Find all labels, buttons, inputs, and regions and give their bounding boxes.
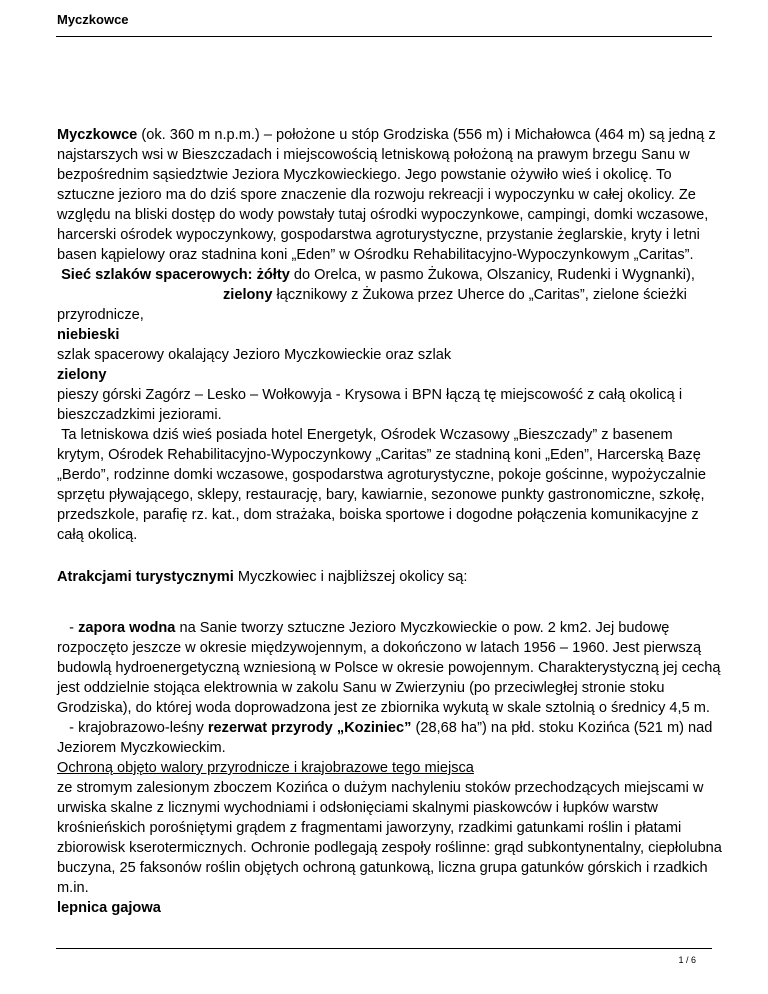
place-name: Myczkowce (57, 127, 138, 143)
header-rule (56, 36, 712, 37)
dam-item (57, 618, 723, 718)
reserve-dash: - krajobrazowo-leśny (69, 720, 208, 736)
facilities-text: Ta letniskowa dziś wieś posiada hotel Energetyk, Ośrodek Wczasowy „Bieszczady” z basenem krytym, Ośrodek Rehabilitacyjno-Wypoczynkowy „Caritas” ze stadniną koni „Eden”, Harcerską Bazę „Berdo”, rodzinne domki wczasowe, gospodarstwa agroturystyczne, pokoje gościnne, wypożyczalnie sprzętu pływającego, sklepy, restaurację, bary, kawiarnie, sezonowe punkty gastronomiczne, szkołę, przedszkole, parafię rz. kat., dom strażaka, boiska sportowe i dogodne połączenia komunikacyjne z całą okolicą. (57, 427, 706, 543)
attractions-heading-section (57, 567, 723, 587)
intro-paragraph (57, 125, 723, 265)
intro-text: (ok. 360 m n.p.m.) – położone u stóp Grodziska (556 m) i Michałowca (464 m) są jedną z najstarszych wsi w Bieszczadach i miejscowością letniskową położoną na prawym brzegu Sanu w bezpośrednim sąsiedztwie Jeziora Myczkowieckiego. Jego powstanie ożywiło wieś i okolicę. To sztuczne jezioro ma do dziś spore znaczenie dla rozwoju rekreacji i wypoczynku w całej okolicy. Ze względu na bliski dostęp do wody powstały tutaj ośrodki wypoczynkowe, campingi, domki wczasowe, harcerski ośrodek wypoczynkowy, gospodarstwa agroturystyczne, przystanie żeglarskie, kryty i letni basen kąpielowy oraz stadnina koni „Eden” w Ośrodku Rehabilitacyjno-Wypoczynkowym „Caritas”. (57, 127, 716, 263)
footer-rule (56, 948, 712, 949)
reserve-label: rezerwat przyrody „Koziniec” (207, 720, 412, 736)
trail-green2-label: zielony (57, 367, 107, 383)
attractions-bold: Atrakcjami turystycznymi (57, 569, 234, 585)
trail-green-label: zielony (223, 287, 273, 303)
trail-green2-text: pieszy górski Zagórz – Lesko – Wołkowyja - Krysowa i BPN łączą tę miejscowość z całą okolicą i bieszczadzkimi jeziorami. (57, 387, 683, 423)
trail-blue-label: niebieski (57, 327, 120, 343)
attractions-heading (57, 567, 723, 587)
attractions-list (57, 618, 723, 918)
dam-label: zapora wodna (78, 620, 176, 636)
reserve-text: (28,68 ha”) na płd. stoku Kozińca (521 m) nad Jeziorem Myczkowieckim. (57, 720, 713, 756)
trail-blue-text: szlak spacerowy okalający Jezioro Myczkowieckie oraz szlak (57, 347, 452, 363)
attractions-text: Myczkowiec i najbliższej okolicy są: (233, 569, 468, 585)
reserve-item (57, 718, 723, 758)
trail-yellow-text: do Orelca, w pasmo Żukowa, Olszanicy, Rudenki i Wygnanki), (289, 267, 695, 283)
trail-green-text: łącznikowy z Żukowa przez Uherce do „Caritas”, zielone ścieżki przyrodnicze, (57, 287, 687, 323)
trails-paragraph (57, 265, 723, 325)
dam-text: na Sanie tworzy sztuczne Jezioro Myczkowieckie o pow. 2 km2. Jej budowę rozpoczęto jeszcze w okresie międzywojennym, a dokończono w latach 1956 – 1960. Jest pierwszą budowlą hydroenergetyczną wzniesioną w Polsce w okresie powojennym. Charakterystyczną jej cechą jest oddzielnie stojąca elektrownia w zakolu Sanu w Zwierzyniu (po przeciwległej stronie stoku Grodziska), do której woda doprowadzona jest ze zbiornika wykutą w skale sztolnią o średnicy 4,5 m. (57, 620, 721, 716)
running-head-title: Myczkowce (57, 12, 129, 27)
trails-label: Sieć szlaków spacerowych: (61, 267, 253, 283)
reserve-body: ze stromym zalesionym zboczem Kozińca o dużym nachyleniu stoków przechodzących miejscami w urwiska skalne z licznymi wychodniami i odsłonięciami skalnymi piaskowców i łupków warstw krośnieńskich porośniętymi grądem z fragmentami jaworzyny, rzadkimi gatunkami roślin i płatami zbiorowisk kserotermicznych. Ochronie podlegają zespoły roślinne: grąd subkontynentalny, ciepłolubna buczyna, 25 faksonów roślin objętych ochroną gatunkową, liczna grupa gatunków górskich i rzadkich m.in. (57, 780, 722, 896)
reserve-underlined-heading: Ochroną objęto walory przyrodnicze i krajobrazowe tego miejsca (57, 760, 474, 776)
intro-section (57, 125, 723, 545)
page-number: 1 / 6 (678, 955, 696, 965)
trail-yellow-label: żółty (256, 267, 290, 283)
dam-dash: - (69, 620, 79, 636)
reserve-plant-name: lepnica gajowa (57, 900, 161, 916)
facilities-paragraph (57, 425, 723, 545)
